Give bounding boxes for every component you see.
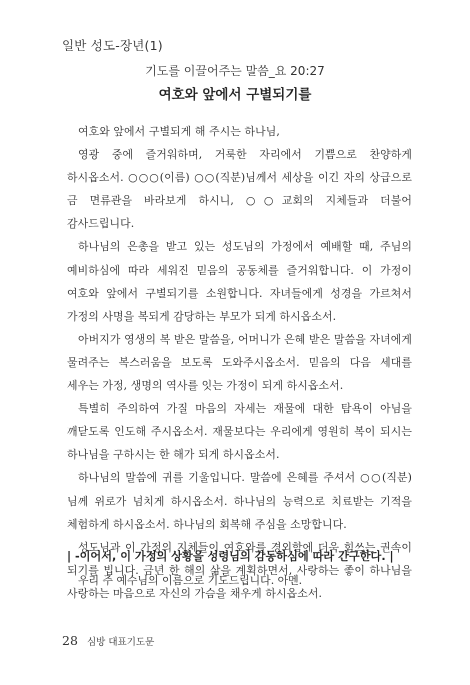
- book-title: 심방 대표기도문: [87, 637, 155, 648]
- prayer-paragraph: 아버지가 영생의 복 받은 말씀을, 어머니가 은혜 받은 말씀을 자녀에게 물려주는 복스러움을 보도록 도와주시옵소서. 믿음의 다음 세대를 세우는 가정, 생명의 역사를 잇는 가정이 되게 하시옵소서.: [67, 332, 412, 393]
- prayer-paragraph: 특별히 주의하여 가질 마음의 자세는 재물에 대한 탐욕이 아님을 깨닫도록 인도해 주시옵소서. 재물보다는 우리에게 영원히 복이 되시는 하나님을 구하시는 한 해가 되게 하시옵소서.: [67, 402, 412, 462]
- section-category-header: 일반 성도-장년(1): [62, 38, 163, 53]
- prayer-paragraph: 성도님과 이 가정의 지체들이 여호와를 경외함에 더욱 힘쓰는 권속이 되기를 빕니다. 금년 한 해의 삶을 계획하면서, 사랑하는 좋이 하나님을 사랑하는 마음으로 자신의 가슴을 채우게 하시옵소서.: [67, 540, 412, 600]
- prayer-paragraph: 여호와 앞에서 구별되게 해 주시는 하나님,: [78, 125, 280, 138]
- prayer-instruction: | -이어서, 이 가정의 상황을 성령님의 감동하심에 따라 간구한다. |: [67, 550, 394, 563]
- prayer-paragraph: 하나님의 말씀에 귀를 기울입니다. 말씀에 은혜를 주셔서 ○○(직분)님께 위로가 넘치게 하시옵소서. 하나님의 능력으로 치료받는 기적을 체험하게 하시옵소서. 하나님의 회복해 주심을 소망합니다.: [67, 471, 412, 531]
- closing-line: 우리 주 예수님의 이름으로 기도드립니다. 아멘.: [78, 574, 303, 587]
- guiding-verse: 기도를 이끌어주는 말씀_요 20:27: [145, 64, 325, 78]
- prayer-paragraph: 영광 중에 즐거워하며, 거룩한 자리에서 기쁨으로 찬양하게 하시옵소서. ○○○(이름) ○○(직분)님께서 세상을 이긴 자의 상급으로 금 면류관을 바라보게 하시니, ○○교회의 지체들과 더불어 감사드립니다.: [67, 148, 412, 231]
- prayer-body: [67, 120, 412, 605]
- prayer-title: 여호와 앞에서 구별되기를: [158, 87, 312, 103]
- prayer-paragraph: 하나님의 은총을 받고 있는 성도님의 가정에서 예배할 때, 주님의 예비하심에 따라 세워진 믿음의 공동체를 즐거워합니다. 이 가정이 여호와 앞에서 구별되기를 소원합니다. 자녀들에게 성경을 가르쳐서 가정의 사명을 복되게 감당하는 부모가 되게 하시옵소서.: [67, 240, 412, 323]
- page-number: 28: [62, 633, 78, 648]
- page-footer: [62, 630, 154, 649]
